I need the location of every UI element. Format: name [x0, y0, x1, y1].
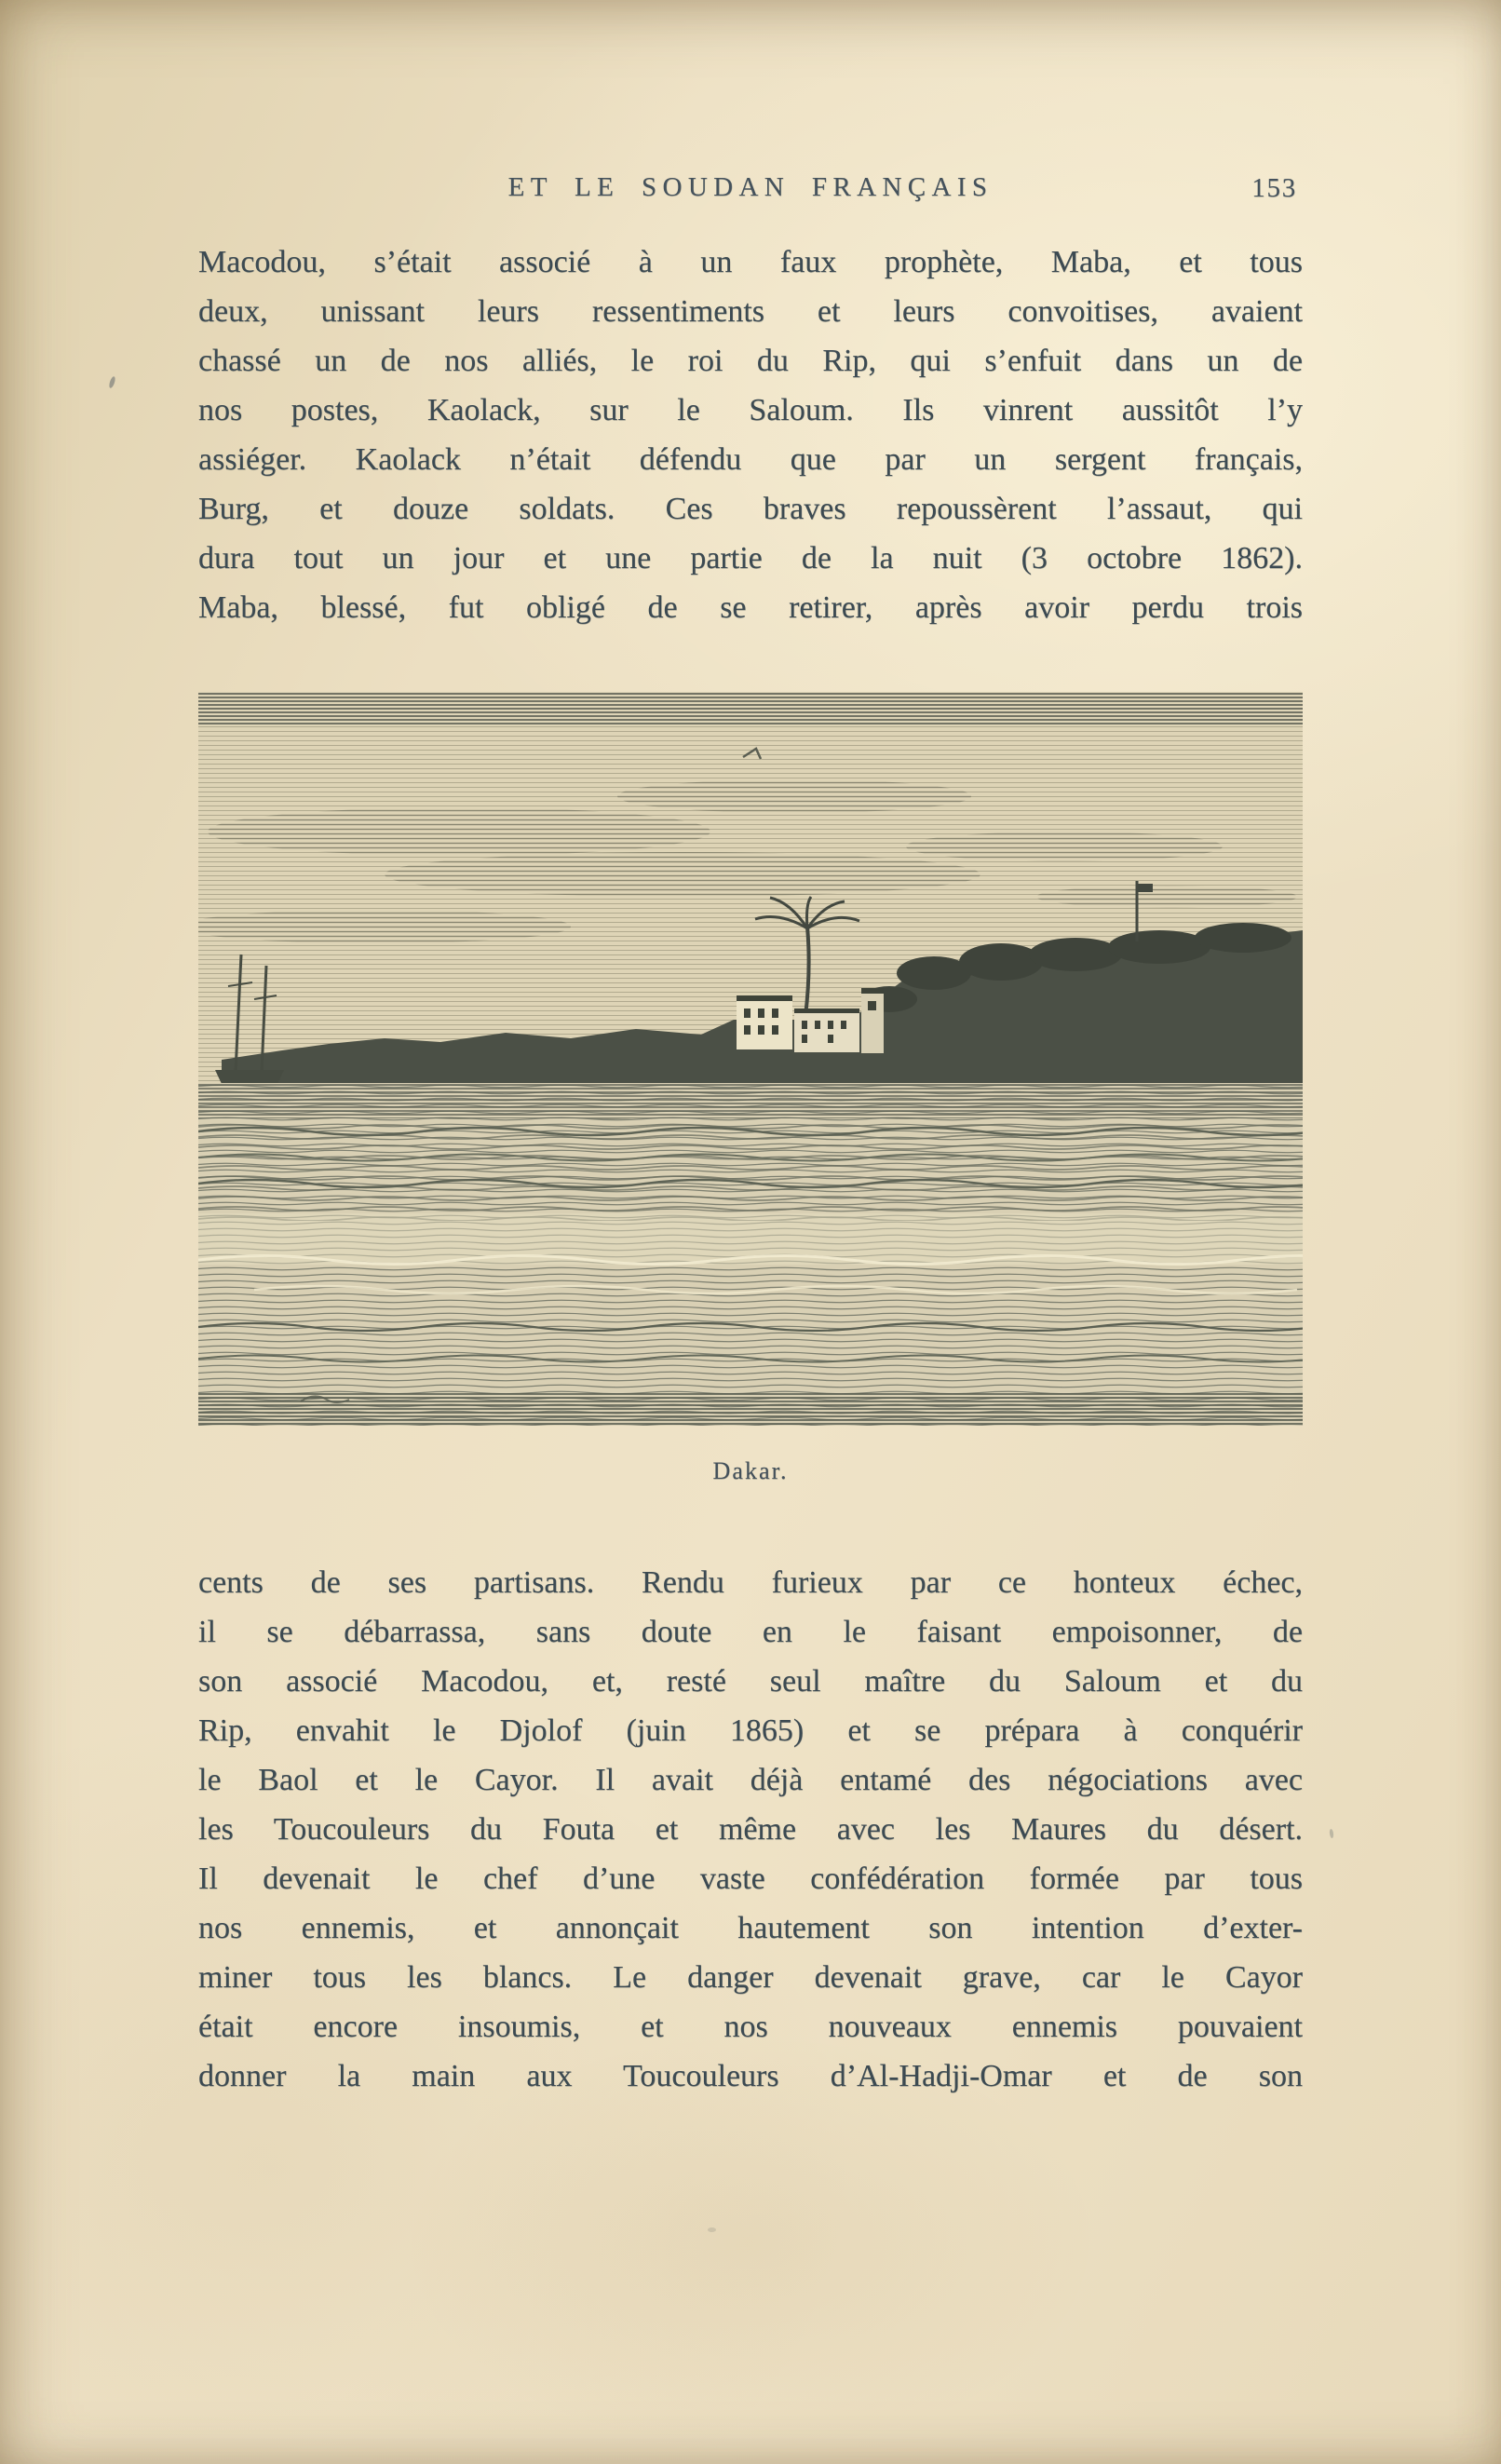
text-line: Macodou, s’était associé à un faux prophète, Maba, et tous	[198, 245, 1303, 279]
paper-speck	[1329, 1829, 1333, 1838]
text-line: il se débarrassa, sans doute en le faisant empoisonner, de	[198, 1615, 1303, 1649]
text-line: les Toucouleurs du Fouta et même avec les Maures du désert.	[198, 1812, 1303, 1847]
text-line: était encore insoumis, et nos nouveaux ennemis pouvaient	[198, 2010, 1303, 2044]
text-line: Maba, blessé, fut obligé de se retirer, après avoir perdu trois	[198, 590, 1303, 625]
illustration-caption: Dakar.	[712, 1457, 789, 1484]
text-line: Il devenait le chef d’une vaste confédération formée par tous	[198, 1862, 1303, 1896]
engraving-sea	[198, 1083, 1303, 1426]
text-line: Rip, envahit le Djolof (juin 1865) et se prépara à conquérir	[198, 1713, 1303, 1748]
paragraph-bottom	[198, 1558, 1303, 2101]
text-line: son associé Macodou, et, resté seul maître du Saloum et du	[198, 1664, 1303, 1699]
text-line: miner tous les blancs. Le danger devenait grave, car le Cayor	[198, 1960, 1303, 1995]
engraving-top-band	[198, 692, 1303, 725]
illustration-figure	[198, 692, 1303, 1426]
running-header	[198, 172, 1303, 211]
paper-speck	[108, 376, 116, 389]
text-line: cents de ses partisans. Rendu furieux par ce honteux échec,	[198, 1565, 1303, 1600]
running-header-title: ET LE SOUDAN FRANÇAIS	[507, 172, 994, 202]
page-number: 153	[1251, 173, 1297, 203]
text-line: nos ennemis, et annonçait hautement son intention d’exter-	[198, 1911, 1303, 1945]
text-line: le Baol et le Cayor. Il avait déjà entamé des négociations avec	[198, 1763, 1303, 1797]
text-line: Burg, et douze soldats. Ces braves repoussèrent l’assaut, qui	[198, 492, 1303, 526]
text-line: deux, unissant leurs ressentiments et leurs convoitises, avaient	[198, 294, 1303, 329]
paper-speck	[708, 2227, 716, 2232]
text-line: chassé un de nos alliés, le roi du Rip, qui s’enfuit dans un de	[198, 344, 1303, 378]
paragraph-top	[198, 237, 1303, 632]
text-line: assiéger. Kaolack n’était défendu que par un sergent français,	[198, 442, 1303, 477]
text-line: donner la main aux Toucouleurs d’Al-Hadji-Omar et de son	[198, 2059, 1303, 2093]
text-line: nos postes, Kaolack, sur le Saloum. Ils vinrent aussitôt l’y	[198, 393, 1303, 427]
dakar-engraving	[198, 692, 1303, 1426]
text-line: dura tout un jour et une partie de la nuit (3 octobre 1862).	[198, 541, 1303, 575]
